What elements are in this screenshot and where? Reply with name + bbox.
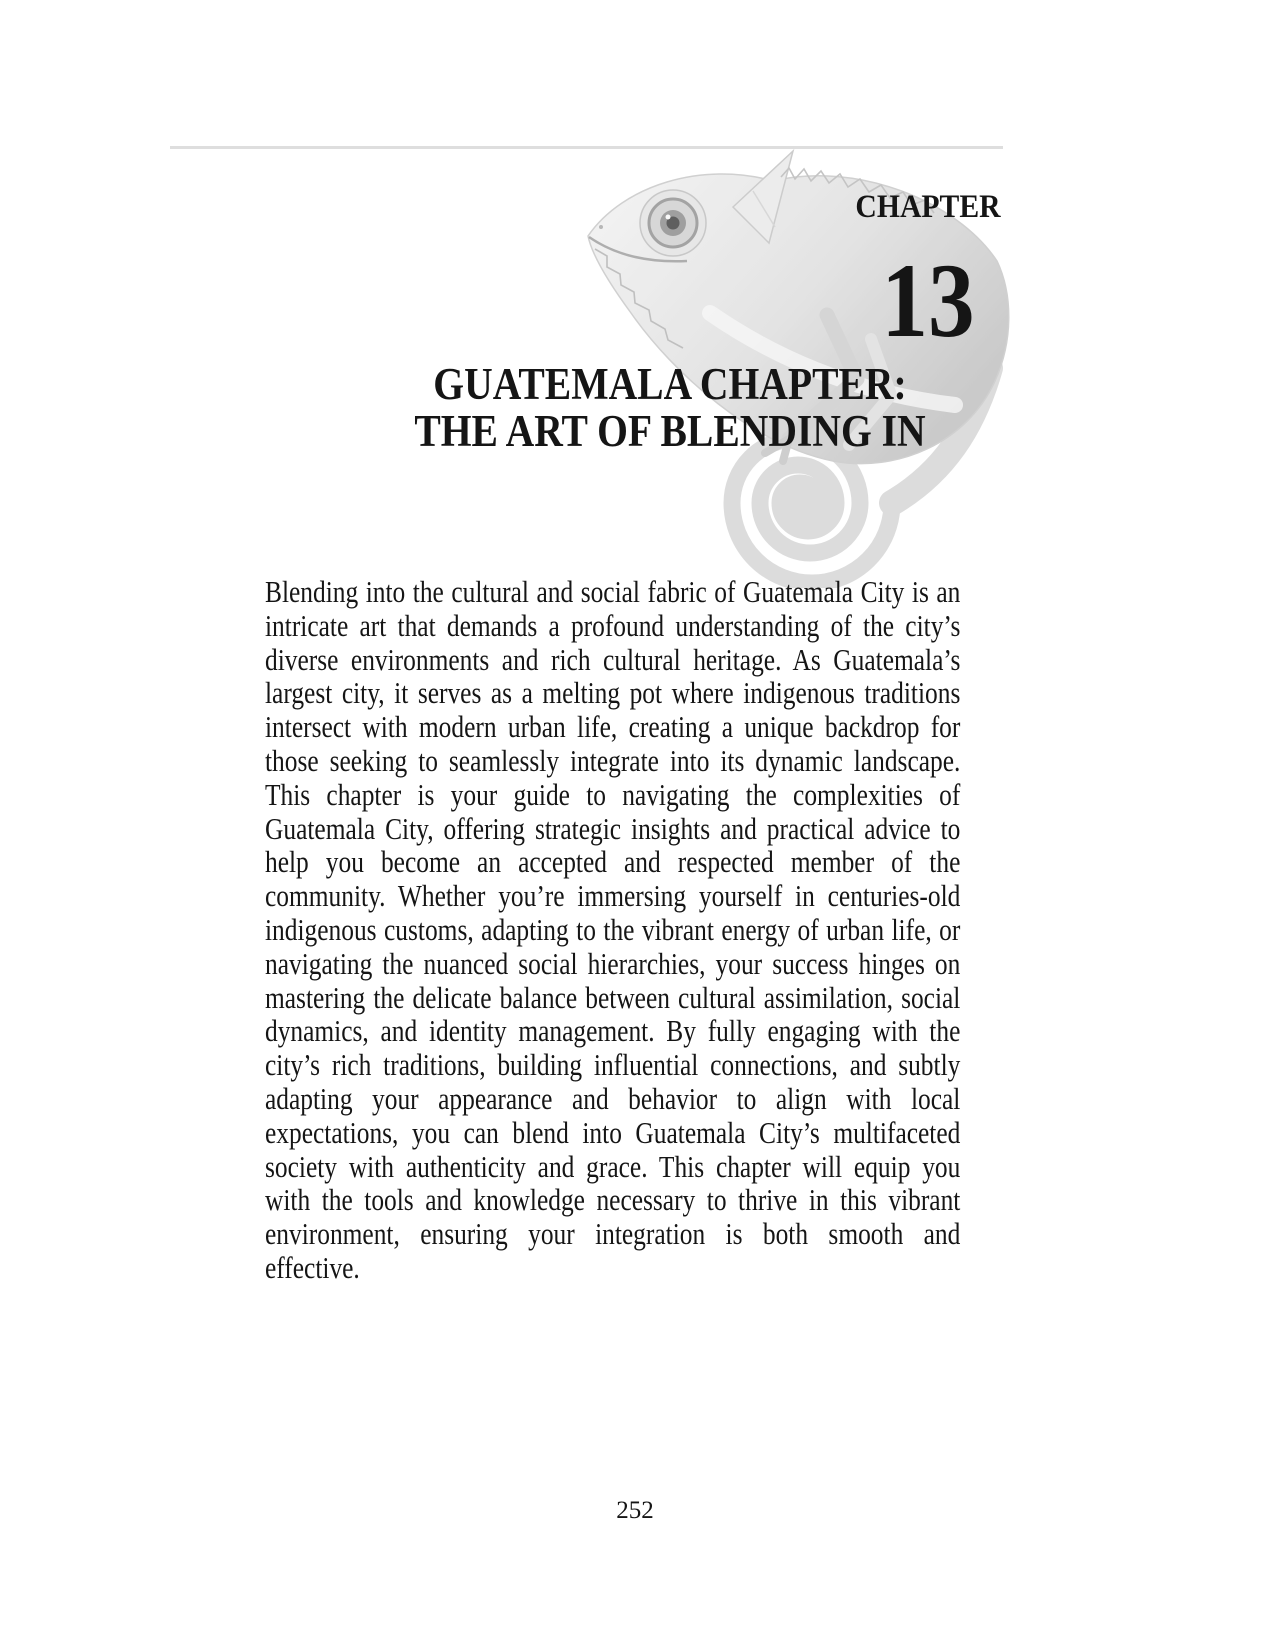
- chapter-title-line2: THE ART OF BLENDING IN: [414, 406, 926, 456]
- page-number: 252: [616, 1497, 654, 1524]
- chapter-label: CHAPTER: [855, 189, 1001, 225]
- chapter-number: 13: [881, 242, 975, 359]
- body-paragraph: Blending into the cultural and social fabric of Guatemala City is an intricate art that demands a profound understanding of the city’s diverse environments and rich cultural heritage. As Guatemala’s largest city, it serves as a melting pot where indigenous traditions intersect with modern urban life, creating a unique backdrop for those seeking to seamlessly integrate into its dynamic landscape. This chapter is your guide to navigating the complexities of Guatemala City, offering strategic insights and practical advice to help you become an accepted and respected member of the community. Whether you’re immersing yourself in centuries-old indigenous customs, adapting to the vibrant energy of urban life, or navigating the nuanced social hierarchies, your success hinges on mastering the delicate balance between cultural assimilation, social dynamics, and identity management. By fully engaging with the city’s rich traditions, building influential connections, and subtly adapting your appearance and behavior to align with local expectations, you can blend into Guatemala City’s multifaceted society with authenticity and grace. This chapter will equip you with the tools and knowledge necessary to thrive in this vibrant environment, ensuring your integration is both smooth and effective.: [265, 574, 961, 1285]
- chapter-title: [362, 361, 978, 455]
- chapter-title-line1: GUATEMALA CHAPTER:: [433, 359, 907, 409]
